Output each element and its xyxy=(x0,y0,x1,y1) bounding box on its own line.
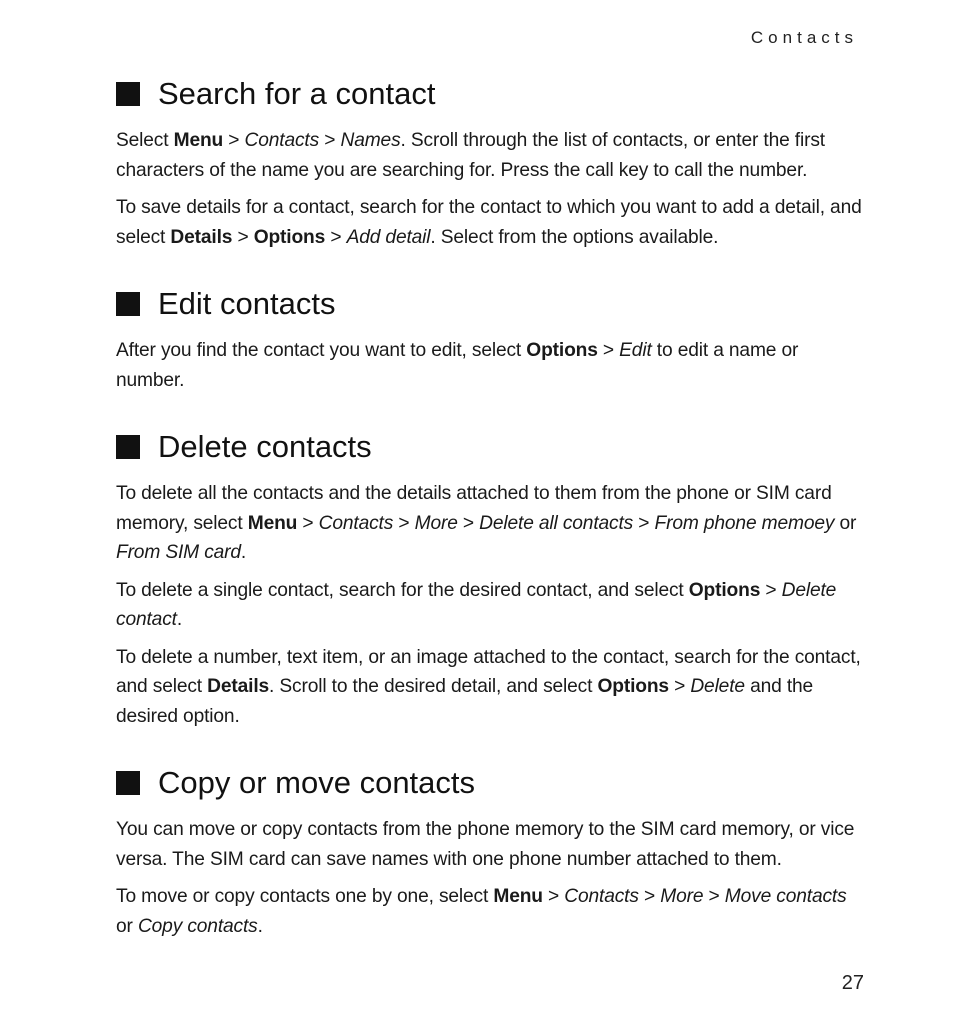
text-run: > xyxy=(457,512,480,534)
text-run: or xyxy=(834,512,857,534)
paragraph xyxy=(116,479,864,568)
italic-term: From phone memoey xyxy=(654,512,835,534)
section-title: Delete contacts xyxy=(158,429,372,464)
section-search-contact xyxy=(116,72,864,252)
italic-term: Contacts xyxy=(318,512,394,534)
text-run: You can move or copy contacts from the phone memory to the SIM card memory, or vice versa. The SIM card can save names with one phone number attached to them. xyxy=(116,819,855,870)
italic-term: Delete contact xyxy=(116,579,837,630)
text-run: . Select from the options available. xyxy=(430,226,719,248)
black-square-icon xyxy=(116,82,140,106)
black-square-icon xyxy=(116,292,140,316)
text-run: > xyxy=(223,130,245,151)
text-run: . xyxy=(176,609,183,630)
paragraph xyxy=(116,882,864,941)
italic-term: Contacts xyxy=(244,130,320,151)
section-copy-move-contacts xyxy=(116,761,864,941)
italic-term: From SIM card xyxy=(116,542,241,563)
bold-term: Menu xyxy=(173,130,224,151)
text-run: > xyxy=(393,512,415,534)
text-run: To delete a number, text item, or an image attached to the contact, search for the contact, and select xyxy=(116,646,861,697)
italic-term: Move contacts xyxy=(724,886,847,907)
bold-term: Details xyxy=(170,226,233,248)
bold-term: Menu xyxy=(493,886,543,907)
italic-term: Copy contacts xyxy=(137,915,258,937)
section-title: Edit contacts xyxy=(158,286,336,321)
section-heading xyxy=(116,761,864,805)
text-run: or xyxy=(116,915,138,937)
text-run: > xyxy=(297,512,319,534)
italic-term: Contacts xyxy=(564,886,639,907)
text-run: > xyxy=(325,226,347,248)
text-run: and the desired option. xyxy=(116,676,814,727)
text-run: > xyxy=(319,130,341,151)
text-run: > xyxy=(760,579,782,601)
page-number: 27 xyxy=(841,972,864,994)
text-run: > xyxy=(638,886,661,907)
text-run: To delete all the contacts and the details attached to them from the phone or SIM card memory, select xyxy=(116,483,832,534)
running-head: Contacts xyxy=(750,28,858,47)
section-edit-contacts xyxy=(116,282,864,395)
text-run: . Scroll through the list of contacts, or enter the first characters of the name you are searching for. Press the call key to call the number. xyxy=(116,130,825,181)
section-title: Search for a contact xyxy=(158,76,436,111)
black-square-icon xyxy=(116,435,140,459)
text-run: Select xyxy=(116,130,174,151)
section-heading xyxy=(116,425,864,469)
text-run: . xyxy=(257,915,263,937)
paragraph xyxy=(116,193,864,252)
text-run: > xyxy=(597,340,620,361)
italic-term: Names xyxy=(340,130,401,151)
italic-term: Edit xyxy=(619,340,652,361)
text-run: > xyxy=(542,886,565,907)
text-run: To move or copy contacts one by one, select xyxy=(116,886,494,907)
italic-term: More xyxy=(414,512,458,534)
section-heading xyxy=(116,72,864,116)
italic-term: Delete xyxy=(690,676,745,697)
bold-term: Options xyxy=(597,676,669,697)
paragraph xyxy=(116,576,864,635)
page-content xyxy=(116,72,864,941)
bold-term: Options xyxy=(688,579,761,601)
bold-term: Details xyxy=(207,676,270,697)
black-square-icon xyxy=(116,771,140,795)
text-run: After you find the contact you want to edit, select xyxy=(116,340,527,361)
bold-term: Options xyxy=(253,226,326,248)
section-title: Copy or move contacts xyxy=(158,765,476,800)
paragraph xyxy=(116,336,864,395)
text-run: . xyxy=(240,542,247,563)
section-heading xyxy=(116,282,864,326)
text-run: > xyxy=(633,512,655,534)
paragraph xyxy=(116,815,864,874)
text-run: . Scroll to the desired detail, and select xyxy=(269,676,598,697)
italic-term: More xyxy=(660,886,704,907)
bold-term: Menu xyxy=(247,512,298,534)
text-run: To delete a single contact, search for the desired contact, and select xyxy=(116,579,689,601)
italic-term: Delete all contacts xyxy=(479,512,634,534)
section-delete-contacts xyxy=(116,425,864,731)
text-run: To save details for a contact, search for the contact to which you want to add a detail, and select xyxy=(116,197,862,248)
italic-term: Add detail xyxy=(346,226,431,248)
paragraph xyxy=(116,126,864,185)
text-run: to edit a name or number. xyxy=(116,340,799,391)
bold-term: Options xyxy=(526,340,598,361)
text-run: > xyxy=(232,226,254,248)
paragraph xyxy=(116,643,864,732)
text-run: > xyxy=(703,886,725,907)
text-run: > xyxy=(668,676,691,697)
